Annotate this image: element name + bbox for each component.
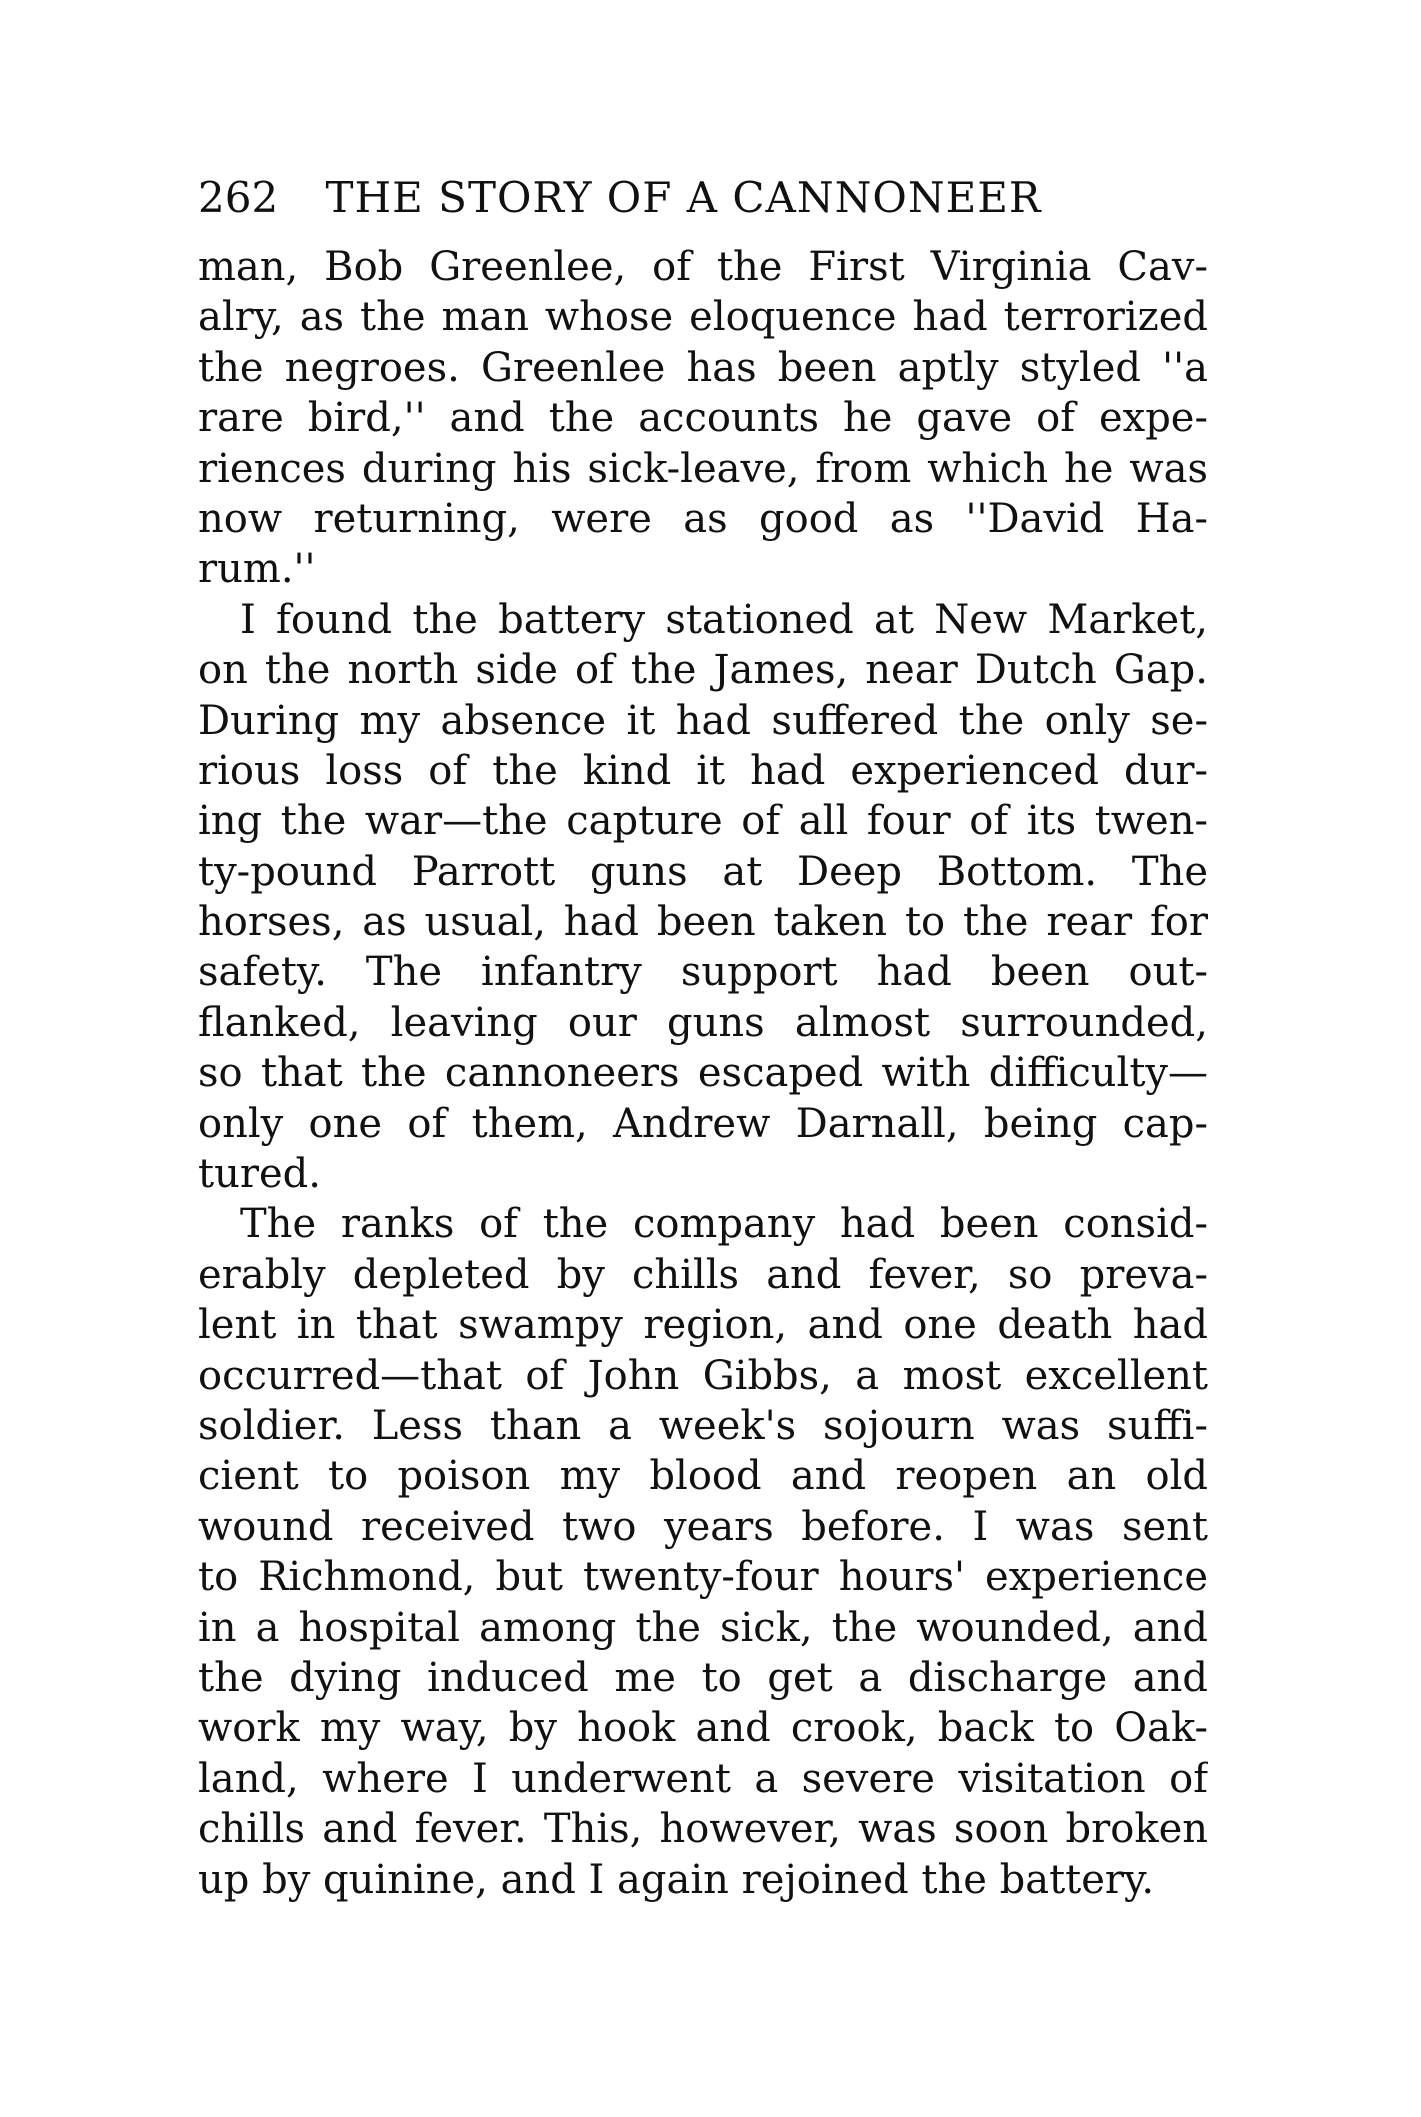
text-line: alry, as the man whose eloquence had terrorized [198,294,1208,341]
text-line: so that the cannoneers escaped with difficulty— [198,1050,1208,1097]
paragraph-start-line: I found the battery stationed at New Market, [240,596,1208,643]
text-line: the negroes. Greenlee has been aptly styled ''a [198,344,1208,391]
text-line: rum.'' [198,546,316,593]
text-line: man, Bob Greenlee, of the First Virginia Cav- [198,244,1208,290]
text-line: cient to poison my blood and reopen an old [198,1453,1208,1500]
text-line: up by quinine, and I again rejoined the battery. [198,1856,1155,1903]
text-line: riences during his sick-leave, from which he was [198,445,1208,492]
body-text [198,242,1208,1905]
text-line: land, where I underwent a severe visitation of [198,1755,1208,1802]
text-line: During my absence it had suffered the only se- [198,697,1208,744]
text-line: erably depleted by chills and fever, so preva- [198,1251,1208,1298]
text-line: horses, as usual, had been taken to the rear for [198,899,1208,946]
text-line: work my way, by hook and crook, back to Oak- [198,1705,1208,1752]
text-line: occurred—that of John Gibbs, a most excellent [198,1352,1208,1399]
text-line: ty-pound Parrott guns at Deep Bottom. The [198,848,1208,895]
page-number: 262 [198,173,279,222]
text-line: only one of them, Andrew Darnall, being cap- [198,1100,1208,1147]
text-line: in a hospital among the sick, the wounded, and [198,1604,1208,1651]
text-line: the dying induced me to get a discharge and [198,1654,1208,1701]
text-line: chills and fever. This, however, was soon broken [198,1806,1208,1853]
text-line: now returning, were as good as ''David Ha- [198,495,1208,542]
text-line: soldier. Less than a week's sojourn was suffi- [198,1402,1208,1449]
text-line: flanked, leaving our guns almost surrounded, [198,999,1208,1046]
running-title: THE STORY OF A CANNONEER [325,173,1042,222]
paragraph-start-line: The ranks of the company had been consid- [240,1201,1208,1248]
text-line: rare bird,'' and the accounts he gave of expe- [198,395,1208,442]
text-line: ing the war—the capture of all four of its twen- [198,798,1208,845]
page-header [198,168,1208,228]
text-line: to Richmond, but twenty-four hours' experience [198,1554,1208,1601]
text-line: lent in that swampy region, and one death had [198,1302,1208,1349]
text-line: wound received two years before. I was sent [198,1503,1208,1550]
text-line: tured. [198,1151,321,1198]
text-line: on the north side of the James, near Dutch Gap. [198,647,1208,694]
text-line: safety. The infantry support had been out- [198,949,1208,996]
text-line: rious loss of the kind it had experienced dur- [198,747,1208,794]
